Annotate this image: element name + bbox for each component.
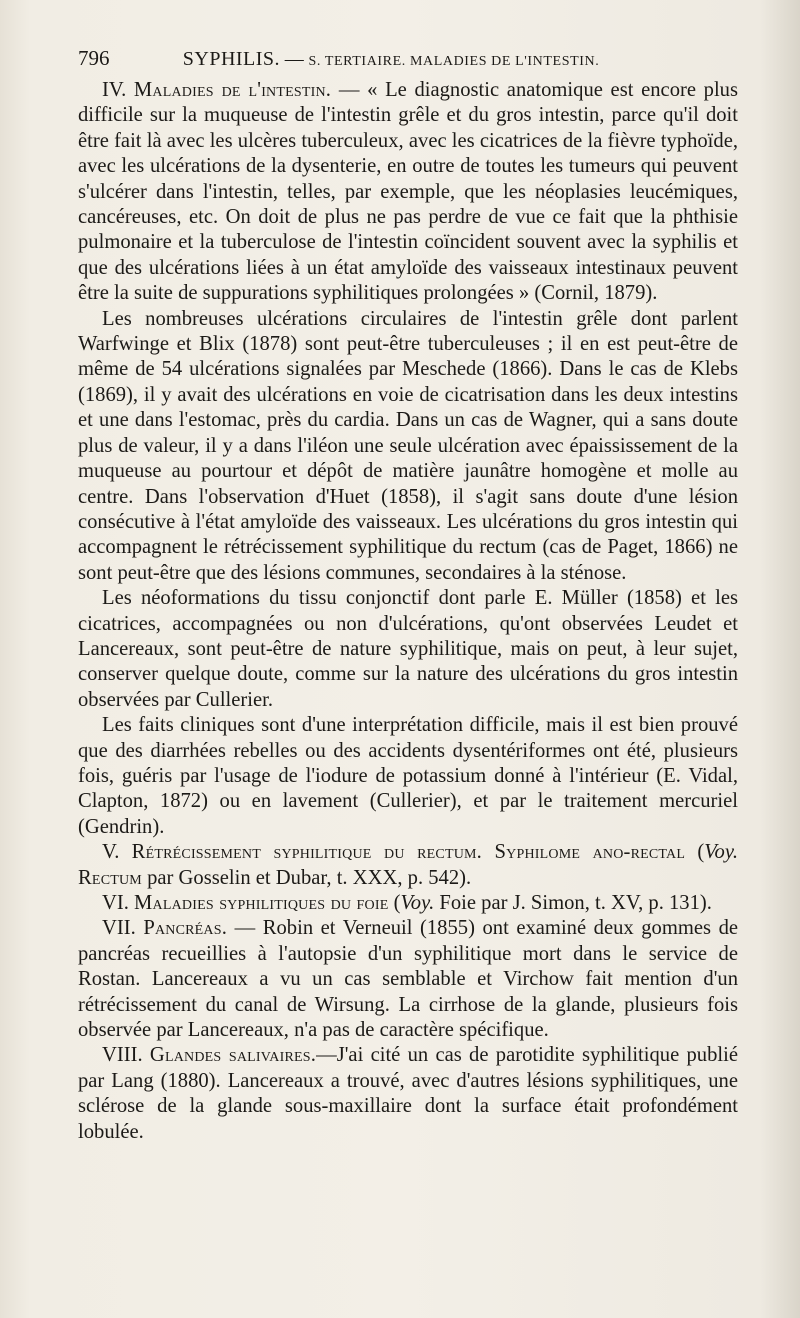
paragraph: [78, 586, 738, 713]
paragraph-text: — « Le diagnostic anatomique est encore plus difficile sur la muqueuse de l'intestin grêle et du gros intestin, parce qu'il doit être fait là avec les ulcères tuberculeux, avec les cicatrices de la fièvre typhoïde, avec les ulcérations de la dysenterie, en outre de toutes les tumeurs qui peuvent s'ulcérer dans l'intestin, telles, par exemple, que les néoplasies leucémiques, cancéreuses, etc. On doit de plus ne pas perdre de vue ce fait que la phthisie pulmonaire et la tuberculose de l'intestin coïncident souvent avec la syphilis et que des ulcérations liées à un état amyloïde des vaisseaux intestinaux peuvent être la suite de suppurations syphilitiques prolongées » (Cornil, 1879).: [78, 79, 738, 305]
section-number: IV.: [102, 79, 127, 101]
section-heading: Maladies syphilitiques du foie: [134, 892, 389, 914]
section-heading: Maladies de l'intestin.: [133, 79, 332, 101]
reference-voy: Voy.: [400, 892, 435, 914]
paragraph-text: — Robin et Verneuil (1855) ont examiné deux gommes de pancréas recueillies à l'autopsie d'un syphilitique mort dans le service de Rostan. Lancereaux a vu un cas semblable et Virchow fait mention d'un rétrécissement du canal de Wirsung. La cirrhose de la glande, plusieurs fois observée par Lancereaux, n'a pas de caractère spécifique.: [78, 917, 739, 1042]
running-header: [78, 40, 738, 76]
section-vii-paragraph: [78, 916, 738, 1043]
paragraph-text: Les néoformations du tissu conjonctif dont parle E. Müller (1858) et les cicatrices, accompagnées ou non d'ulcérations, qu'ont observées Leudet et Lancereaux, sont peut-être de nature syphilitique, mais on peut, à leur sujet, conserver quelque doute, comme sur la nature des ulcérations du gros intestin observées par Cullerier.: [78, 587, 738, 711]
header-subtitle: S. TERTIAIRE. MALADIES DE L'INTESTIN.: [308, 54, 600, 69]
section-number: VI.: [102, 892, 129, 914]
paragraph-text: Les faits cliniques sont d'une interprétation difficile, mais il est bien prouvé que des diarrhées rebelles ou des accidents dysentériformes ont été, plusieurs fois, guéris par l'usage de l'iodure de potassium donné à l'intérieur (E. Vidal, Clapton, 1872) ou en lavement (Cullerier), et par le traitement mercuriel (Gendrin).: [78, 714, 738, 838]
reference-rest: Foie par J. Simon, t. XV, p. 131).: [439, 892, 712, 914]
page-number: 796: [78, 46, 110, 70]
section-heading: Rétrécissement syphilitique du rectum. Syphilome ano-rectal: [131, 841, 686, 864]
paragraph: [78, 307, 738, 586]
section-number: V.: [102, 841, 120, 864]
section-number: VII.: [102, 917, 136, 940]
reference-rest: par Gosselin et Dubar, t. XXX, p. 542).: [147, 866, 472, 889]
header-title: SYPHILIS.: [182, 48, 281, 70]
section-heading: Glandes salivaires.: [149, 1044, 317, 1067]
reference-open: (: [393, 892, 401, 914]
paragraph-text: Les nombreuses ulcérations circulaires de l'intestin grêle dont parlent Warfwinge et Blix (1878) sont peut-être tuberculeuses ; il en est peut-être de même de 54 ulcérations signalées par Meschede (1866). Dans le cas de Klebs (1869), il y avait des ulcérations en voie de cicatrisation dans les deux intestins et une dans l'estomac, près du cardia. Dans un cas de Wagner, qui a sans doute plus de valeur, il y a dans l'iléon une seule ulcération avec épaississement de la muqueuse au pourtour et dépôt de matière jaunâtre homogène et molle au centre. Dans l'observation d'Huet (1858), il s'agit sans doute d'une lésion consécutive à l'état amyloïde des vaisseaux. Les ulcérations du gros intestin qui accompagnent le rétrécissement syphilitique du rectum (cas de Paget, 1866) ne sont peut-être que des lésions communes, secondaires à la sténose.: [78, 307, 738, 584]
section-viii-paragraph: [78, 1043, 738, 1145]
reference-word: Rectum: [78, 866, 142, 889]
body-text: [78, 78, 738, 1145]
section-number: VIII.: [102, 1044, 143, 1067]
section-iv-paragraph: [78, 78, 738, 307]
reference-voy: Voy.: [704, 841, 738, 864]
header-separator: —: [284, 49, 304, 70]
paragraph-text: —J'ai cité un cas de parotidite syphilitique publié par Lang (1880). Lancereaux a trouvé, avec d'autres lésions syphilitiques, une sclérose de la glande sous-maxillaire dont la surface était profondément lobulée.: [78, 1044, 738, 1143]
reference-open: (: [697, 841, 705, 864]
section-v-paragraph: [78, 840, 738, 891]
section-vi-paragraph: [78, 891, 738, 916]
paragraph: [78, 713, 738, 840]
section-heading: Pancréas.: [143, 917, 228, 940]
